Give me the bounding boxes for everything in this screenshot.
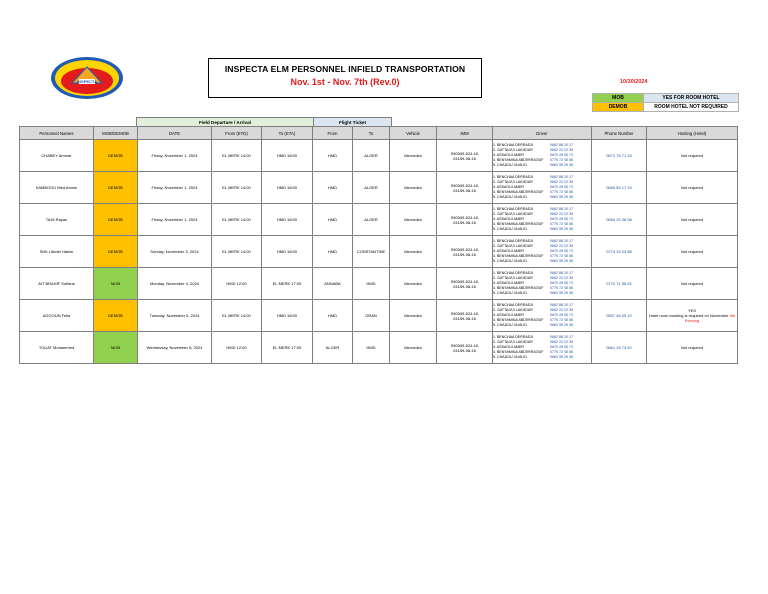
driver-phone: 0662 22 22 35 [550,147,573,152]
driver-name: 2. GATTAOUI LAKHDAR [493,211,533,216]
vehicle-cell: Mercedes [390,236,437,268]
table-row [20,236,738,268]
driver-name: 3. ASSAOUI AMER [493,184,524,189]
to-eta-cell: EL MERK 17:00 [262,332,313,364]
phone-number-cell: 0774 33 03 88 [592,236,647,268]
legend-code-mob: MOB [593,94,644,103]
page-title: INSPECTA ELM PERSONNEL INFIELD TRANSPORTATION [224,64,466,74]
mob-status-cell: MOB [94,332,138,364]
legend-code-demob: DEMOB [593,103,644,112]
hosting-value: Not required [680,345,703,350]
flight-to-cell: CONSTANTINE [353,236,390,268]
phone-number-cell: 0770 71 58 62 [592,268,647,300]
driver-phone: 0670 28 55 73 [550,248,573,253]
flight-from-cell: ANNABA [313,268,353,300]
driver-phone: 0670 28 55 73 [550,152,573,157]
travel-date-cell: Monday, November 4, 2024 [138,268,212,300]
imm-line: 04159-08-16 [453,155,476,161]
hosting-cell [647,236,738,268]
flight-to-cell: ALGER [353,140,390,172]
travel-date-cell: Sunday, November 3, 2024 [138,236,212,268]
driver-name: 3. ASSAOUI AMER [493,280,524,285]
driver-name: 1. BENCHAA DERRADJI [493,238,534,243]
driver-phone: 0670 28 55 73 [550,216,573,221]
driver-name: 4. BENYAMINA ABDERRAOUF [493,350,544,355]
from-etd-cell: EL MERK 14:00 [212,236,262,268]
driver-cell [493,236,592,268]
mob-status-cell: DEMOB [94,172,138,204]
from-etd-cell: EL MERK 14:00 [212,204,262,236]
hosting-value: YES [687,308,696,313]
driver-phone: 0662 88 10 17 [550,302,573,307]
from-etd-cell: EL MERK 14:00 [212,172,262,204]
driver-phone: 0662 88 10 17 [550,174,573,179]
hosting-value: Not required [680,153,703,158]
hosting-cell [647,204,738,236]
imm-cell [437,332,493,364]
flight-from-cell: HMD [313,236,353,268]
driver-phone: 0660 98 26 36 [550,323,573,328]
driver-phone: 0770 72 45 66 [550,286,573,291]
driver-name: 2. GATTAOUI LAKHDAR [493,339,533,344]
flight-to-cell: HMD [353,268,390,300]
driver-name: 1. BENCHAA DERRADJI [493,142,534,147]
driver-cell [493,332,592,364]
driver-line [493,355,591,360]
driver-name: 2. GATTAOUI LAKHDAR [493,243,533,248]
column-header: Driver [493,127,592,140]
to-eta-cell: HMD 18:00 [262,236,313,268]
driver-name: 3. ASSAOUI AMER [493,248,524,253]
hosting-note: Hotel room booking is required on November [648,313,729,318]
driver-phone: 0670 28 55 73 [550,184,573,189]
column-header: From [313,127,353,140]
mob-status-cell: DEMOB [94,204,138,236]
vehicle-cell: Mercedes [390,332,437,364]
driver-name: 3. ASSAOUI AMER [493,312,524,317]
imm-line: 04159-08-16 [453,347,476,353]
driver-line [493,259,591,264]
driver-phone: 0670 28 55 73 [550,280,573,285]
table-row [20,332,738,364]
driver-cell [493,268,592,300]
driver-name: 5. CHADOU OUALID [493,163,527,168]
from-etd-cell: HMD 12:00 [212,332,262,364]
driver-name: 1. BENCHAA DERRADJI [493,270,534,275]
flight-from-cell: HMD [313,172,353,204]
driver-phone: 0660 98 26 36 [550,227,573,232]
driver-name: 2. GATTAOUI LAKHDAR [493,307,533,312]
hosting-note-highlight: 5th Evening [684,313,736,323]
column-header: To (ETA) [262,127,313,140]
driver-cell [493,172,592,204]
driver-phone: 0670 28 55 73 [550,344,573,349]
driver-name: 4. BENYAMINA ABDERRAOUF [493,190,544,195]
driver-name: 4. BENYAMINA ABDERRAOUF [493,286,544,291]
driver-name: 1. BENCHAA DERRADJI [493,174,534,179]
imm-line: 090009-624-16 [450,182,479,188]
travel-date-cell: Friday, November 1, 2024 [138,140,212,172]
driver-phone: 0662 88 10 17 [550,334,573,339]
table-row [20,268,738,300]
driver-line [493,163,591,168]
driver-name: 5. CHADOU OUALID [493,291,527,296]
phone-number-cell: 0554 20 38 98 [592,204,647,236]
driver-line [493,227,591,232]
imm-line: 090009-624-16 [450,214,479,220]
driver-name: 4. BENYAMINA ABDERRAOUF [493,318,544,323]
document-date: 10/30/2024 [620,79,648,85]
driver-phone: 0662 88 10 17 [550,206,573,211]
group-header-field: Field Departure / Arrival [136,117,314,128]
legend-meaning-mob: YES FOR ROOM HOTEL [644,94,739,103]
driver-name: 1. BENCHAA DERRADJI [493,206,534,211]
flight-to-cell: HMD [353,332,390,364]
hosting-value: Not required [680,281,703,286]
legend-row-mob [593,94,739,103]
driver-name: 3. ASSAOUI AMER [493,344,524,349]
hosting-cell [647,332,738,364]
hosting-value: Not required [680,185,703,190]
imm-line: 090009-624-16 [450,278,479,284]
driver-name: 1. BENCHAA DERRADJI [493,334,534,339]
vehicle-cell: Mercedes [390,300,437,332]
driver-phone: 0662 88 10 17 [550,270,573,275]
flight-from-cell: HMD [313,204,353,236]
flight-from-cell: ALGER [313,332,353,364]
column-header: MOB/DEMOB [94,127,138,140]
hosting-cell [647,268,738,300]
personnel-name-cell: KAMBOOU Med Amine [20,172,94,204]
title-box [208,58,482,98]
travel-date-cell: Friday, November 1, 2024 [138,172,212,204]
travel-date-cell: Tuesday, November 5, 2024 [138,300,212,332]
vehicle-cell: Mercedes [390,268,437,300]
driver-phone: 0662 22 22 35 [550,179,573,184]
driver-phone: 0662 22 22 35 [550,211,573,216]
personnel-name-cell: AGGOUN Fella [20,300,94,332]
personnel-name-cell: TOUAT Mohammed [20,332,94,364]
page-subtitle: Nov. 1st - Nov. 7th (Rev.0) [290,77,400,87]
phone-number-cell: 0557 46 05 10 [592,300,647,332]
driver-phone: 0770 72 45 66 [550,318,573,323]
driver-phone: 0662 88 10 17 [550,142,573,147]
driver-name: 2. GATTAOUI LAKHDAR [493,275,533,280]
table-row [20,204,738,236]
imm-cell [437,172,493,204]
table-body [20,140,738,364]
driver-line [493,291,591,296]
driver-phone: 0770 72 45 66 [550,158,573,163]
driver-name: 5. CHADOU OUALID [493,227,527,232]
flight-to-cell: ORAN [353,300,390,332]
travel-date-cell: Wednesday, November 6, 2024 [138,332,212,364]
column-header: Hosting (Hotel) [647,127,738,140]
to-eta-cell: HMD 18:00 [262,300,313,332]
from-etd-cell: EL MERK 14:00 [212,300,262,332]
mob-status-cell: DEMOB [94,236,138,268]
driver-phone: 0660 98 26 36 [550,163,573,168]
vehicle-cell: Mercedes [390,172,437,204]
driver-phone: 0770 72 45 66 [550,222,573,227]
to-eta-cell: HMD 18:00 [262,204,313,236]
driver-name: 2. GATTAOUI LAKHDAR [493,147,533,152]
legend-row-demob [593,103,739,112]
travel-date-cell: Friday, November 1, 2024 [138,204,212,236]
driver-name: 5. CHADOU OUALID [493,259,527,264]
inspecta-logo [50,55,124,101]
column-header: From (ETD) [212,127,262,140]
driver-cell [493,140,592,172]
table-row [20,172,738,204]
driver-name: 4. BENYAMINA ABDERRAOUF [493,254,544,259]
mob-status-cell: DEMOB [94,140,138,172]
driver-phone: 0660 98 26 36 [550,291,573,296]
personnel-name-cell: TAHI Rayan [20,204,94,236]
imm-line: 04159-08-16 [453,283,476,289]
driver-name: 2. GATTAOUI LAKHDAR [493,179,533,184]
flight-from-cell: HMD [313,300,353,332]
hosting-cell [647,172,738,204]
to-eta-cell: EL MERK 17:00 [262,268,313,300]
transport-table [19,126,738,364]
driver-cell [493,204,592,236]
driver-phone: 0670 28 55 73 [550,312,573,317]
driver-cell [493,300,592,332]
driver-phone: 0662 22 22 35 [550,275,573,280]
column-header: DATE [138,127,212,140]
legend-meaning-demob: ROOM HOTEL NOT REQUIRED [644,103,739,112]
phone-number-cell: 0665 89 17 15 [592,172,647,204]
driver-line [493,323,591,328]
personnel-name-cell: CHABEY Ammar [20,140,94,172]
driver-phone: 0660 98 26 36 [550,355,573,360]
driver-name: 4. BENYAMINA ABDERRAOUF [493,158,544,163]
phone-number-cell: 0671 78 71 18 [592,140,647,172]
driver-phone: 0770 72 45 66 [550,350,573,355]
vehicle-cell: Mercedes [390,204,437,236]
personnel-name-cell: SHILI Abdel Hakim [20,236,94,268]
imm-cell [437,204,493,236]
driver-phone: 0662 22 22 35 [550,307,573,312]
driver-phone: 0660 98 26 36 [550,259,573,264]
imm-line: 090009-624-16 [450,342,479,348]
driver-name: 1. BENCHAA DERRADJI [493,302,534,307]
from-etd-cell: HMD 12:00 [212,268,262,300]
imm-line: 090009-624-16 [450,310,479,316]
logo-text: INSPECTA [77,79,97,84]
to-eta-cell: HMD 18:00 [262,172,313,204]
column-header: Vehicle [390,127,437,140]
column-header: Personnel Names [20,127,94,140]
imm-line: 04159-08-16 [453,187,476,193]
flight-to-cell: ALGER [353,172,390,204]
hosting-value: Not required [680,217,703,222]
driver-phone: 0662 88 10 17 [550,238,573,243]
imm-cell [437,236,493,268]
column-header: IMM [437,127,493,140]
flight-to-cell: ALGER [353,204,390,236]
driver-phone: 0770 72 45 66 [550,254,573,259]
driver-name: 5. CHADOU OUALID [493,323,527,328]
imm-line: 04159-08-16 [453,251,476,257]
personnel-name-cell: AIT BRAHIF Sofiane [20,268,94,300]
driver-phone: 0662 22 22 35 [550,243,573,248]
driver-line [493,195,591,200]
mob-status-cell: MOB [94,268,138,300]
driver-name: 5. CHADOU OUALID [493,195,527,200]
driver-phone: 0660 98 26 36 [550,195,573,200]
imm-cell [437,268,493,300]
imm-line: 090009-624-16 [450,150,479,156]
driver-name: 3. ASSAOUI AMER [493,216,524,221]
table-row [20,300,738,332]
flight-from-cell: HMD [313,140,353,172]
driver-phone: 0770 72 45 66 [550,190,573,195]
driver-phone: 0662 22 22 35 [550,339,573,344]
imm-line: 04159-08-16 [453,315,476,321]
table-row [20,140,738,172]
hosting-cell [647,140,738,172]
to-eta-cell: HMD 18:00 [262,140,313,172]
column-header: Phone Number [592,127,647,140]
driver-name: 4. BENYAMINA ABDERRAOUF [493,222,544,227]
hosting-value: Not required [680,249,703,254]
column-header: To [353,127,390,140]
mob-status-cell: DEMOB [94,300,138,332]
legend-table [592,93,739,112]
driver-name: 5. CHADOU OUALID [493,355,527,360]
vehicle-cell: Mercedes [390,140,437,172]
imm-line: 090009-624-16 [450,246,479,252]
from-etd-cell: EL MERK 14:00 [212,140,262,172]
imm-line: 04159-08-16 [453,219,476,225]
group-header-flight: Flight Ticket [313,117,392,128]
hosting-cell [647,300,738,332]
imm-cell [437,140,493,172]
phone-number-cell: 0661 25 73 62 [592,332,647,364]
imm-cell [437,300,493,332]
driver-name: 3. ASSAOUI AMER [493,152,524,157]
table-header-row [20,127,738,140]
